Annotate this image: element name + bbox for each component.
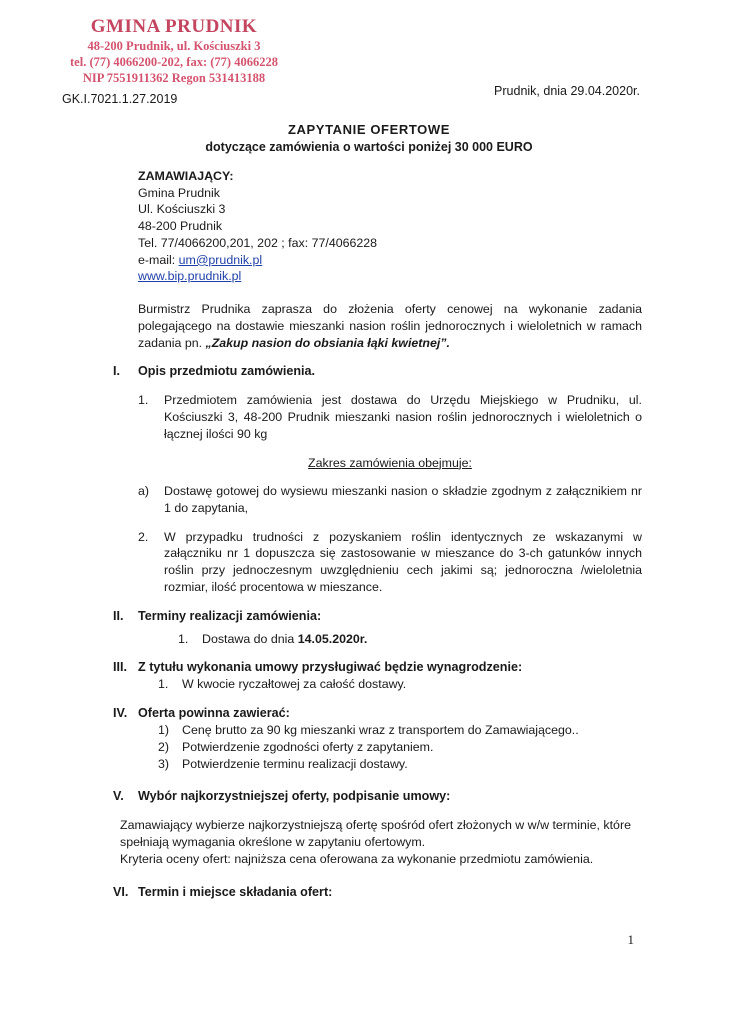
section-3-item-1-text: W kwocie ryczałtowej za całość dostawy. [182,677,407,692]
section-2-item-1-marker: 1. [178,631,189,646]
ordering-party-heading: ZAMAWIAJĄCY: [138,169,234,183]
section-4-roman: IV. [113,706,128,721]
organization-address: 48-200 Prudnik, ul. Kościuszki 3 [87,39,261,54]
section-2-item-1 [178,631,642,648]
section-4-item-1-marker: 1) [158,723,170,738]
section-4-item-3 [158,756,642,773]
ordering-party-city: 48-200 Prudnik [138,219,223,234]
section-3-heading [113,659,642,676]
document-reference-number: GK.I.7021.1.27.2019 [62,92,178,106]
email-label: e-mail: [138,252,179,267]
section-6-heading [113,884,642,901]
document-subtitle: dotyczące zamówienia o wartości poniżej 30 000 EURO [205,140,533,154]
section-4-item-3-marker: 3) [158,756,170,771]
section-5-paragraph-2: Kryteria oceny ofert: najniższa cena oferowana za wykonanie przedmiotu zamówienia. [120,851,594,866]
task-name: „Zakup nasion do obsiania łąki kwietnej”. [205,335,450,350]
section-4-item-1-text: Cenę brutto za 90 kg mieszanki wraz z transportem do Zamawiającego.. [182,723,579,738]
section-2-heading [113,608,642,625]
section-4-heading [113,705,642,722]
section-2-title: Terminy realizacji zamówienia: [138,608,322,623]
intro-text: Burmistrz Prudnika zaprasza do złożenia oferty cenowej na wykonanie zadania polegającego na dostawie mieszanki nasion roślin jednorocznych i wieloletnich w ramach zadania pn. [138,302,642,350]
section-4-title: Oferta powinna zawierać: [138,706,290,721]
section-4-item-2-text: Potwierdzenie zgodności oferty z zapytaniem. [182,739,434,754]
section-1-item-1-text: Przedmiotem zamówienia jest dostawa do Urzędu Miejskiego w Prudniku, ul. Kościuszki 3, 48-200 Prudnik mieszanki nasion roślin jednorocznych i wieloletnich o łącznej ilości 90 kg [164,393,642,441]
section-1-item-1 [138,392,642,442]
section-1-item-2-text: W przypadku trudności z pozyskaniem roślin identycznych ze wskazanymi w załączniku nr 1 dopuszcza się zastosowanie w mieszance do 3-ch gatunków innych roślin przy jednoczesnym uwzględnieniu cech jakimi są; jednoroczna /wieloletnia rozmiar, ilość procentowa w mieszance. [164,529,642,594]
place-and-date: Prudnik, dnia 29.04.2020r. [494,84,640,98]
website-link[interactable]: www.bip.prudnik.pl [138,269,242,284]
section-1-item-2-marker: 2. [138,529,149,544]
ordering-party-phone: Tel. 77/4066200,201, 202 ; fax: 77/4066228 [138,235,378,250]
ordering-party-website-row [138,268,642,285]
document-body [113,168,642,901]
section-4-item-3-text: Potwierdzenie terminu realizacji dostawy. [182,756,408,771]
section-4-list [158,722,642,772]
document-title-block [0,122,738,154]
page-number: 1 [627,932,634,947]
intro-paragraph [138,301,642,351]
section-3-item-1-marker: 1. [158,677,169,692]
ordering-party-name: Gmina Prudnik [138,185,220,200]
email-link[interactable]: um@prudnik.pl [178,252,263,267]
section-1-heading [113,363,642,380]
section-3-title: Z tytułu wykonania umowy przysługiwać będzie wynagrodzenie: [138,660,523,675]
section-1-item-1-marker: 1. [138,393,149,408]
section-1-item-2 [138,529,642,596]
section-6-title: Termin i miejsce składania ofert: [138,884,333,899]
section-3-list [158,676,642,693]
section-2-item-1-text: Dostawa do dnia [202,631,298,646]
organization-phone: tel. (77) 4066200-202, fax: (77) 4066228 [70,55,278,70]
organization-name: GMINA PRUDNIK [90,16,258,37]
section-4-item-1 [158,722,642,739]
section-5-heading [113,788,642,805]
section-2-list [178,631,642,648]
section-1-roman: I. [113,364,120,379]
section-1-item-a [138,483,642,516]
section-1-item-a-text: Dostawę gotowej do wysiewu mieszanki nasion o składzie zgodnym z załącznikiem nr 1 do zapytania, [164,484,642,516]
section-5-paragraph-1: Zamawiający wybierze najkorzystniejszą ofertę spośród ofert złożonych w w/w terminie, które spełniają wymagania określone w zapytaniu ofertowym. [120,818,631,850]
section-4-item-2-marker: 2) [158,739,170,754]
ordering-party-email-row [138,252,642,269]
section-1-title: Opis przedmiotu zamówienia. [138,364,316,379]
section-5-title: Wybór najkorzystniejszej oferty, podpisanie umowy: [138,789,451,804]
section-3-roman: III. [113,660,127,675]
letterhead-stamp [44,16,304,86]
section-4-item-2 [158,739,642,756]
section-5-roman: V. [113,789,124,804]
ordering-party-street: Ul. Kościuszki 3 [138,202,226,217]
delivery-deadline-date: 14.05.2020r. [297,631,368,646]
section-3-item-1 [158,676,642,693]
section-2-roman: II. [113,608,124,623]
document-title: ZAPYTANIE OFERTOWE [288,122,450,137]
section-6-roman: VI. [113,884,129,899]
organization-nip-regon: NIP 7551911362 Regon 531413188 [82,70,266,85]
section-1-item-a-marker: a) [138,484,150,499]
scope-heading: Zakres zamówienia obejmuje: [308,455,472,470]
